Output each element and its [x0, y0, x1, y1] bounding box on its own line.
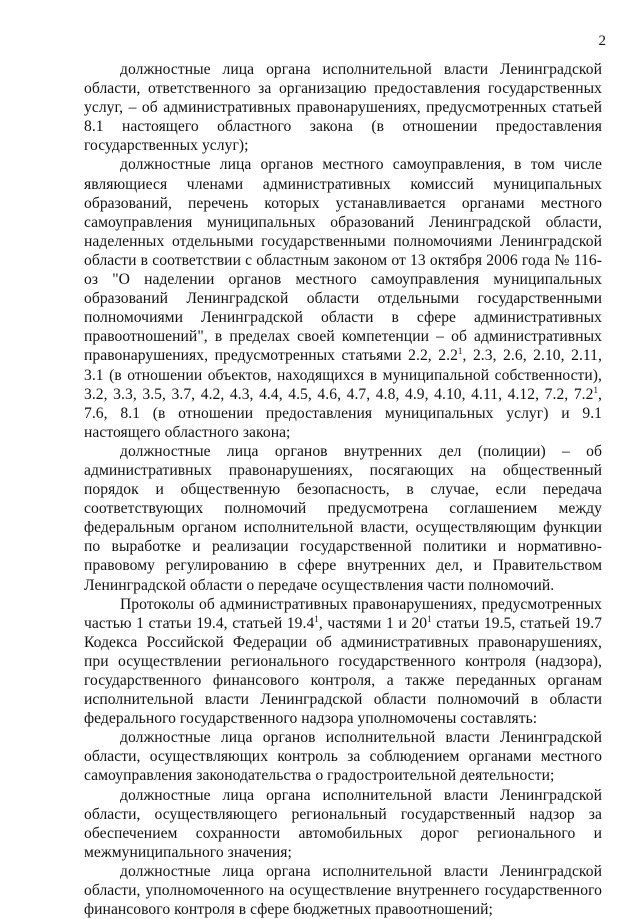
paragraph — [84, 786, 602, 862]
document-body — [84, 60, 602, 919]
paragraph-text: должностные лица органов внутренних дел (полиции) – об административных правонарушениях, посягающих на общественный порядок и общественную безопасность, в случае, если передача соответствующих полномочий предусмотрена соглашением между федеральным органом исполнительной власти, осуществляющим функции по выработке и реализации государственной политики и нормативно-правовому регулированию в сфере внутренних дел, и Правительством Ленинградской области о передаче осуществления части полномочий. — [84, 442, 602, 594]
paragraph-text: , 2.3, 2.6, 2.10, 2.11, 3.1 (в отношении объектов, находящихся в муниципальной собственности), 3.2, 3.3, 3.5, 3.7, 4.2, 4.3, 4.4, 4.5, 4.6, 4.7, 4.8, 4.9, 4.10, 4.11, 4.12, 7.2, 7.2 — [84, 347, 602, 403]
paragraph-text: должностные лица органа исполнительной власти Ленинградской области, осуществляющего региональный государственный надзор за обеспечением сохранности автомобильных дорог регионального и межмуниципального значения; — [84, 786, 602, 861]
paragraph-text: статьи 19.5, статьей 19.7 Кодекса Российской Федерации об административных правонарушениях, при осуществлении регионального государственного контроля (надзора), государственного финансового контроля, а также переданных органам исполнительной власти Ленинградской области полномочий в области федерального государственного надзора уполномочены составлять: — [84, 614, 602, 728]
paragraph-text: должностные лица органов местного самоуправления, в том числе являющиеся членами административных комиссий муниципальных образований, перечень которых устанавливается органами местного самоуправления муниципальных образований Ленинградской области, наделенных отдельными государственными полномочиями Ленинградской области в соответствии с областным законом от 13 октября 2006 года № 116-оз "О наделении органов местного самоуправления муниципальных образований Ленинградской области отдельными государственными полномочиями Ленинградской области в сфере административных правоотношений", в пределах своей компетенции – об административных правонарушениях, предусмотренных статьями 2.2, 2.2 — [84, 156, 602, 365]
paragraph-text: , частями 1 и 20 — [318, 614, 428, 632]
paragraph — [84, 60, 602, 155]
paragraph-text: , 7.6, 8.1 (в отношении предоставления муниципальных услуг) и 9.1 настоящего областного закона; — [84, 385, 602, 441]
paragraph-text: должностные лица органов исполнительной власти Ленинградской области, осуществляющих контроль за соблюдением органами местного самоуправления законодательства о градостроительной деятельности; — [84, 729, 602, 785]
paragraph-text: должностные лица органа исполнительной власти Ленинградской области, ответственного за организацию предоставления государственных услуг, – об административных правонарушениях, предусмотренных статьей 8.1 настоящего областного закона (в отношении предоставления государственных услуг); — [84, 61, 602, 155]
paragraph-text: Протоколы об административных правонарушениях, предусмотренных частью 1 статьи 19.4, статьей 19.4 — [84, 595, 602, 632]
paragraph — [84, 862, 602, 919]
superscript-index: 1 — [457, 346, 463, 357]
paragraph — [84, 155, 602, 441]
page-number: 2 — [598, 33, 606, 49]
superscript-index: 1 — [427, 613, 432, 624]
paragraph — [84, 595, 602, 729]
paragraph-text: должностные лица органа исполнительной власти Ленинградской области, уполномоченного на осуществление внутреннего государственного финансового контроля в сфере бюджетных правоотношений; — [84, 862, 602, 919]
superscript-index: 1 — [314, 613, 319, 624]
paragraph — [84, 442, 602, 595]
paragraph — [84, 728, 602, 785]
superscript-index: 1 — [593, 384, 599, 395]
